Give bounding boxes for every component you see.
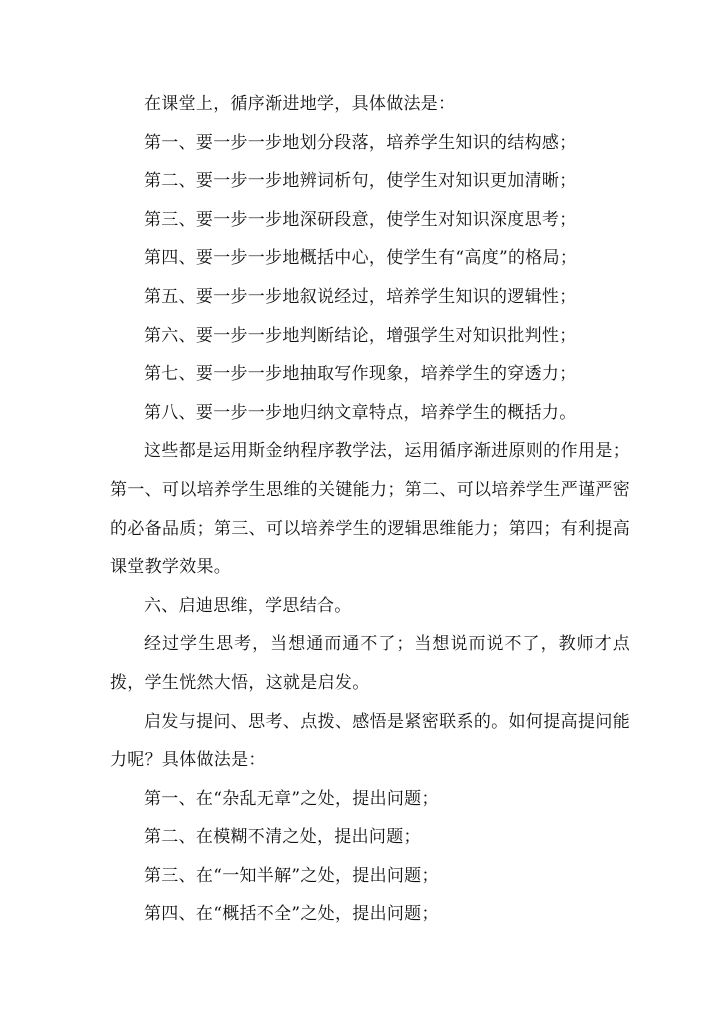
paragraph: 第一、在“杂乱无章”之处，提出问题； (144, 788, 439, 809)
paragraph: 启发与提问、思考、点拨、感悟是紧密联系的。如何提高提问能力呢？具体做法是： (110, 711, 630, 771)
paragraph: 第一、要一步一步地划分段落，培养学生知识的结构感； (144, 132, 577, 153)
paragraph: 第四、在“概括不全”之处，提出问题； (144, 904, 439, 925)
paragraph: 第五、要一步一步地叙说经过，培养学生知识的逻辑性； (144, 286, 577, 307)
paragraph: 这些都是运用斯金纳程序教学法，运用循序渐进原则的作用是；第一、可以培养学生思维的关键能力；第二、可以培养学生严谨严密的必备品质；第三、可以培养学生的逻辑思维能力；第四；有利提高课堂教学效果。 (110, 441, 630, 578)
paragraph: 第四、要一步一步地概括中心，使学生有“高度”的格局； (144, 248, 578, 269)
paragraph: 第七、要一步一步地抽取写作现象，培养学生的穿透力； (144, 364, 577, 385)
paragraph: 第二、要一步一步地辨词析句，使学生对知识更加清晰； (144, 171, 577, 192)
paragraph: 第六、要一步一步地判断结论，增强学生对知识批判性； (144, 325, 577, 346)
paragraph: 在课堂上，循序渐进地学，具体做法是： (144, 94, 456, 114)
paragraph: 第三、要一步一步地深研段意，使学生对知识深度思考； (144, 209, 577, 230)
paragraph: 第三、在“一知半解”之处，提出问题； (144, 865, 439, 886)
section-heading: 六、启迪思维，学思结合。 (144, 595, 352, 616)
paragraph: 第八、要一步一步地归纳文章特点，培养学生的概括力。 (144, 402, 577, 423)
paragraph: 经过学生思考，当想通而通不了；当想说而说不了，教师才点拨，学生恍然大悟，这就是启发。 (110, 634, 630, 693)
document-body (110, 85, 630, 934)
paragraph: 第二、在模糊不清之处，提出问题； (144, 827, 421, 848)
